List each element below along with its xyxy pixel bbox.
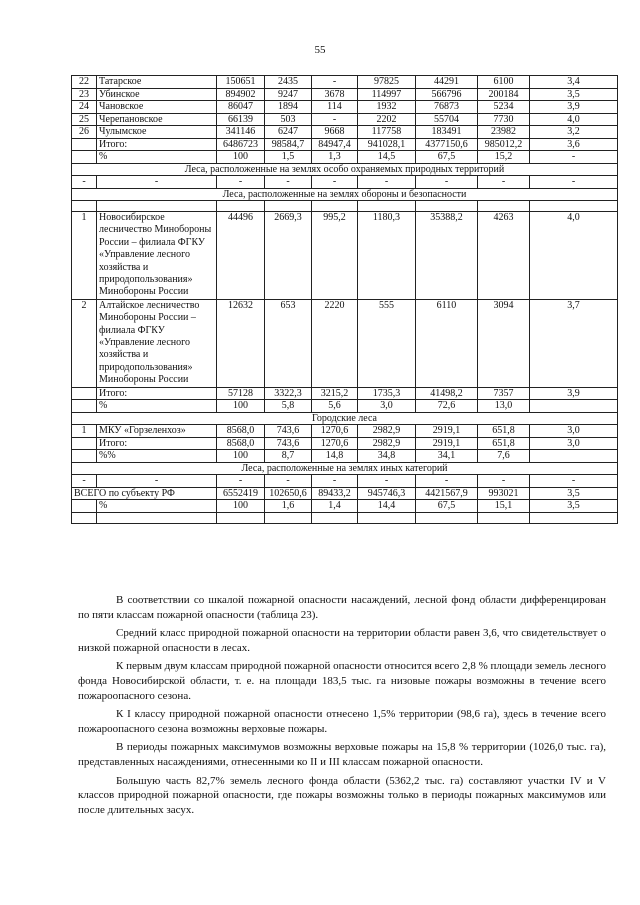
table-cell: 8568,0 <box>217 425 265 438</box>
table-cell: 1932 <box>358 101 416 114</box>
empty-cell <box>217 201 265 212</box>
empty-cell <box>217 512 265 523</box>
empty-cell <box>72 512 97 523</box>
table-cell: 3,5 <box>530 500 618 513</box>
table-cell: 44291 <box>416 76 478 89</box>
table-cell: - <box>312 176 358 189</box>
row-name: МКУ «Горзеленхоз» <box>97 425 217 438</box>
table-cell: 117758 <box>358 126 416 139</box>
table-cell: 100 <box>217 400 265 413</box>
table-cell: 1270,6 <box>312 437 358 450</box>
table-cell: 3,2 <box>530 126 618 139</box>
table-cell: 67,5 <box>416 500 478 513</box>
empty-cell <box>72 201 97 212</box>
empty-cell <box>358 201 416 212</box>
table-cell: 57128 <box>217 387 265 400</box>
section-heading: Леса, расположенные на землях обороны и безопасности <box>72 188 618 201</box>
table-cell: 566796 <box>416 88 478 101</box>
table-cell: 1270,6 <box>312 425 358 438</box>
empty-cell <box>97 512 217 523</box>
empty-cell <box>530 201 618 212</box>
table-cell: 3,5 <box>530 88 618 101</box>
table-cell: - <box>72 475 97 488</box>
row-number <box>72 437 97 450</box>
row-number: 22 <box>72 76 97 89</box>
table-cell: 102650,6 <box>265 487 312 500</box>
table-cell: 3215,2 <box>312 387 358 400</box>
table-cell: 67,5 <box>416 151 478 164</box>
table-cell: 3,9 <box>530 101 618 114</box>
paragraph: К I классу природной пожарной опасности отнесено 1,5% территории (98,6 га), здесь в течение всего пожароопасного сезона возможны верховые пожары. <box>78 708 606 735</box>
table-cell: - <box>358 176 416 189</box>
table-cell: 4,0 <box>530 212 618 300</box>
row-number: 2 <box>72 299 97 387</box>
table-cell: 100 <box>217 450 265 463</box>
table-cell: 114 <box>312 101 358 114</box>
table-cell: 1,3 <box>312 151 358 164</box>
table-cell: 14,8 <box>312 450 358 463</box>
row-name: %% <box>97 450 217 463</box>
table-cell: 2982,9 <box>358 437 416 450</box>
table-cell: - <box>312 113 358 126</box>
table-cell: - <box>530 176 618 189</box>
table-cell: 44496 <box>217 212 265 300</box>
table-cell: 1,4 <box>312 500 358 513</box>
table-cell: 6552419 <box>217 487 265 500</box>
table-cell: 3,9 <box>530 387 618 400</box>
table-row <box>72 113 618 126</box>
table-row <box>72 88 618 101</box>
row-name: Итого: <box>97 387 217 400</box>
empty-cell <box>358 512 416 523</box>
table-cell: 89433,2 <box>312 487 358 500</box>
section-row <box>72 188 618 201</box>
total-percent-row <box>72 500 618 513</box>
table-cell: - <box>97 475 217 488</box>
row-number <box>72 387 97 400</box>
table-cell: - <box>416 475 478 488</box>
table-cell: 3,0 <box>358 400 416 413</box>
table-cell: - <box>478 475 530 488</box>
table-cell: 150651 <box>217 76 265 89</box>
blank-row <box>72 512 618 523</box>
empty-cell <box>265 512 312 523</box>
table-cell: 100 <box>217 151 265 164</box>
table-cell: 9668 <box>312 126 358 139</box>
table-cell: 3,5 <box>530 487 618 500</box>
table-cell: 183491 <box>416 126 478 139</box>
row-name: Татарское <box>97 76 217 89</box>
table-cell: 3678 <box>312 88 358 101</box>
table-cell: 8,7 <box>265 450 312 463</box>
paragraph: К первым двум классам природной пожарной опасности относится всего 2,8 % площади земель лесного фонда Новосибирской области, т. е. на площади 183,5 тыс. га низовые пожары возможны в течение всего пожароопасного сезона. <box>78 660 606 702</box>
table-cell: 55704 <box>416 113 478 126</box>
total-label: ВСЕГО по субъекту РФ <box>72 487 217 500</box>
table-cell: 2435 <box>265 76 312 89</box>
table-cell: 3,0 <box>530 437 618 450</box>
table-cell: 2202 <box>358 113 416 126</box>
table-cell: 651,8 <box>478 437 530 450</box>
table-cell: 1894 <box>265 101 312 114</box>
table-cell: 7730 <box>478 113 530 126</box>
table-cell: 2669,3 <box>265 212 312 300</box>
empty-cell <box>265 201 312 212</box>
table-cell: 5,6 <box>312 400 358 413</box>
table-cell: 7357 <box>478 387 530 400</box>
section-row <box>72 462 618 475</box>
row-name: Чановское <box>97 101 217 114</box>
table-cell: 34,8 <box>358 450 416 463</box>
table-cell: 200184 <box>478 88 530 101</box>
table-cell: 3,4 <box>530 76 618 89</box>
table-cell: 100 <box>217 500 265 513</box>
table-cell: - <box>358 475 416 488</box>
table-cell: 14,5 <box>358 151 416 164</box>
table-cell: 13,0 <box>478 400 530 413</box>
table-cell: 1,5 <box>265 151 312 164</box>
table-cell: 651,8 <box>478 425 530 438</box>
table-cell: 5234 <box>478 101 530 114</box>
row-number: 25 <box>72 113 97 126</box>
table-cell: 4377150,6 <box>416 138 478 151</box>
table-cell: 66139 <box>217 113 265 126</box>
blank-row <box>72 201 618 212</box>
table-row <box>72 450 618 463</box>
row-number: 26 <box>72 126 97 139</box>
table-cell: 985012,2 <box>478 138 530 151</box>
table-cell: - <box>312 76 358 89</box>
empty-cell <box>416 512 478 523</box>
table-cell: 114997 <box>358 88 416 101</box>
table-cell: 3094 <box>478 299 530 387</box>
section-heading: Леса, расположенные на землях особо охраняемых природных территорий <box>72 163 618 176</box>
table-cell: 15,2 <box>478 151 530 164</box>
row-number <box>72 138 97 151</box>
table-cell: 6100 <box>478 76 530 89</box>
section-heading: Городские леса <box>72 412 618 425</box>
row-name: Новосибирское лесничество Минобороны России – филиала ФГКУ «Управление лесного хозяйства и природопользования» Минобороны России <box>97 212 217 300</box>
table-cell: 6486723 <box>217 138 265 151</box>
table-cell: 12632 <box>217 299 265 387</box>
table-row <box>72 475 618 488</box>
table-cell: 98584,7 <box>265 138 312 151</box>
empty-cell <box>416 201 478 212</box>
row-number <box>72 151 97 164</box>
table-row <box>72 176 618 189</box>
body-text <box>78 593 606 821</box>
paragraph: Большую часть 82,7% земель лесного фонда области (5362,2 тыс. га) составляют участки IV и V классов природной пожарной опасности, где пожары возможны только в периоды пожарных максимумов или после длительных засух. <box>78 774 606 816</box>
paragraph: Средний класс природной пожарной опасности на территории области равен 3,6, что свидетельствует о низкой пожарной опасности в лесах. <box>78 627 606 654</box>
table-cell: 6110 <box>416 299 478 387</box>
table-cell: 8568,0 <box>217 437 265 450</box>
table-cell: - <box>265 176 312 189</box>
table-cell: 743,6 <box>265 425 312 438</box>
table-cell: 2919,1 <box>416 425 478 438</box>
table-row <box>72 101 618 114</box>
section-row <box>72 412 618 425</box>
table-cell: 3,0 <box>530 425 618 438</box>
row-number <box>72 450 97 463</box>
table-cell: 72,6 <box>416 400 478 413</box>
forest-fire-class-table <box>71 75 618 524</box>
page-number: 55 <box>314 44 326 56</box>
table-cell: 97825 <box>358 76 416 89</box>
empty-cell <box>478 512 530 523</box>
table-cell: 941028,1 <box>358 138 416 151</box>
table-cell: 945746,3 <box>358 487 416 500</box>
table-cell: 503 <box>265 113 312 126</box>
paragraph: В соответствии со шкалой пожарной опасности насаждений, лесной фонд области дифференцирован по пяти классам пожарной опасности (таблица 23). <box>78 594 606 621</box>
table-cell: 995,2 <box>312 212 358 300</box>
table-cell: - <box>530 475 618 488</box>
table-row <box>72 425 618 438</box>
section-heading: Леса, расположенные на землях иных категорий <box>72 462 618 475</box>
table-cell: 555 <box>358 299 416 387</box>
table-cell: 23982 <box>478 126 530 139</box>
table-cell: - <box>217 475 265 488</box>
table-row <box>72 299 618 387</box>
row-name: Итого: <box>97 138 217 151</box>
row-name: Итого: <box>97 437 217 450</box>
empty-cell <box>312 201 358 212</box>
table-cell: 4263 <box>478 212 530 300</box>
table-cell: 3,7 <box>530 299 618 387</box>
empty-cell <box>97 201 217 212</box>
table-cell: - <box>530 151 618 164</box>
row-name: Алтайское лесничество Минобороны России – филиала ФГКУ «Управление лесного хозяйства и природопользования» Минобороны России <box>97 299 217 387</box>
row-number: 24 <box>72 101 97 114</box>
table-cell: 341146 <box>217 126 265 139</box>
table-cell: 6247 <box>265 126 312 139</box>
row-number <box>72 500 97 513</box>
table-cell: 1735,3 <box>358 387 416 400</box>
table-cell: 1,6 <box>265 500 312 513</box>
table-row <box>72 400 618 413</box>
table-cell: 2220 <box>312 299 358 387</box>
row-number: 1 <box>72 425 97 438</box>
table-row <box>72 126 618 139</box>
section-row <box>72 163 618 176</box>
table-cell: 3322,3 <box>265 387 312 400</box>
table-cell <box>530 400 618 413</box>
row-name: Чулымское <box>97 126 217 139</box>
total-row <box>72 487 618 500</box>
empty-cell <box>478 201 530 212</box>
table-cell: 35388,2 <box>416 212 478 300</box>
row-name: % <box>97 151 217 164</box>
table-cell: - <box>72 176 97 189</box>
table-cell: 3,6 <box>530 138 618 151</box>
table-cell: 4421567,9 <box>416 487 478 500</box>
table-cell: 9247 <box>265 88 312 101</box>
table-row <box>72 387 618 400</box>
table-cell: 76873 <box>416 101 478 114</box>
table-row <box>72 212 618 300</box>
table-cell: 894902 <box>217 88 265 101</box>
row-name: % <box>97 500 217 513</box>
table-cell: 653 <box>265 299 312 387</box>
row-number: 23 <box>72 88 97 101</box>
table-row <box>72 437 618 450</box>
table-cell: 1180,3 <box>358 212 416 300</box>
table-row <box>72 138 618 151</box>
table-cell: - <box>265 475 312 488</box>
paragraph: В периоды пожарных максимумов возможны верховые пожары на 15,8 % территории (1026,0 тыс. га), представленных насаждениями, отнесенными ко II и III классам пожарной опасности. <box>78 741 606 768</box>
table-cell <box>530 450 618 463</box>
row-number <box>72 400 97 413</box>
table-cell: - <box>416 176 478 189</box>
table-cell: 14,4 <box>358 500 416 513</box>
table-cell: 84947,4 <box>312 138 358 151</box>
empty-cell <box>312 512 358 523</box>
empty-cell <box>530 512 618 523</box>
table-cell: 2919,1 <box>416 437 478 450</box>
row-number: 1 <box>72 212 97 300</box>
table-cell: 993021 <box>478 487 530 500</box>
table-cell: - <box>312 475 358 488</box>
row-name: Убинское <box>97 88 217 101</box>
table-cell: 743,6 <box>265 437 312 450</box>
table-cell: - <box>97 176 217 189</box>
table-cell: 86047 <box>217 101 265 114</box>
table-row <box>72 151 618 164</box>
table-row <box>72 76 618 89</box>
table-cell: 7,6 <box>478 450 530 463</box>
row-name: Черепановское <box>97 113 217 126</box>
table-cell: 2982,9 <box>358 425 416 438</box>
table-cell: 41498,2 <box>416 387 478 400</box>
table-cell: 5,8 <box>265 400 312 413</box>
table-cell: - <box>478 176 530 189</box>
table-cell: 15,1 <box>478 500 530 513</box>
row-name: % <box>97 400 217 413</box>
table-cell: 4,0 <box>530 113 618 126</box>
table-cell: - <box>217 176 265 189</box>
table-cell: 34,1 <box>416 450 478 463</box>
